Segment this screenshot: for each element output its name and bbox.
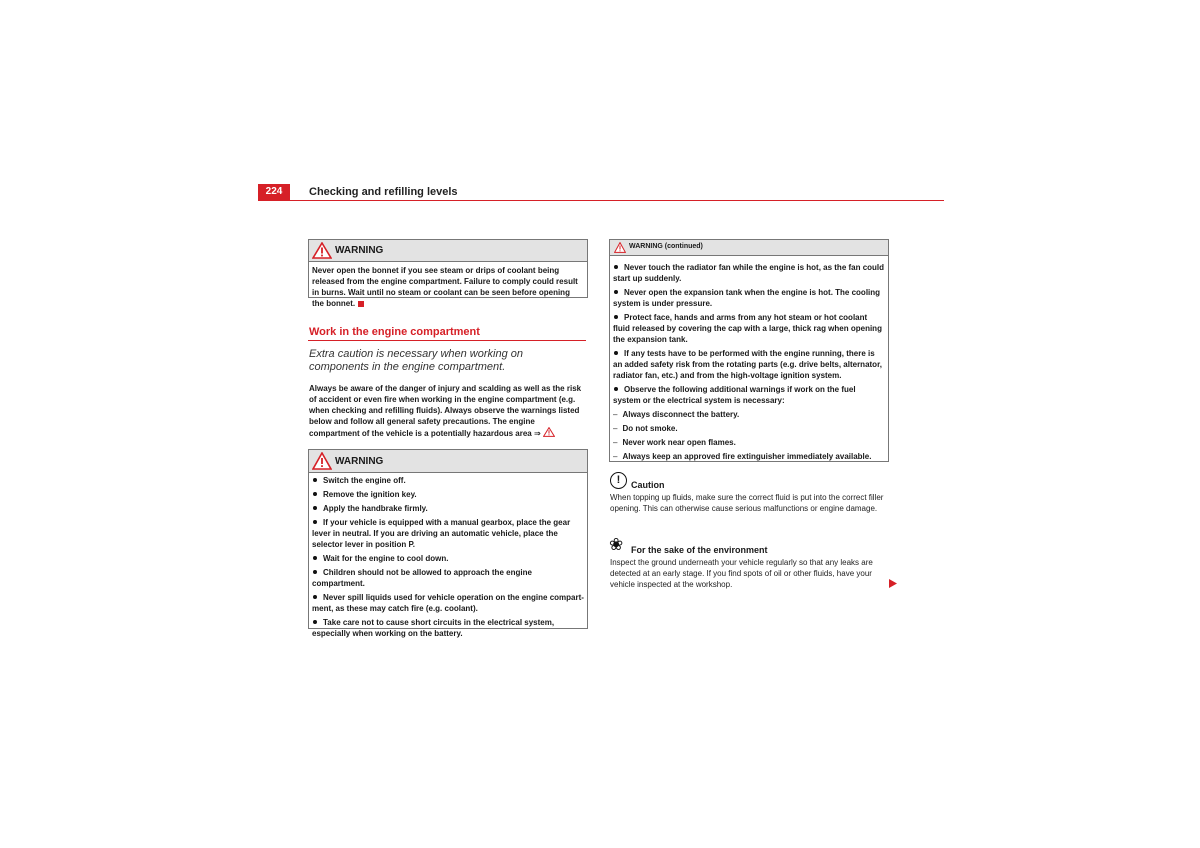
- warning-item: Never open the expansion tank when the engine is hot. The cooling system is under pressure.: [613, 288, 881, 308]
- bullet-icon: [313, 492, 317, 496]
- warning-item: Never spill liquids used for vehicle operation on the engine compartment, as these may catch fire (e.g. coolant).: [312, 593, 584, 613]
- continue-arrow-icon: [889, 579, 897, 588]
- warning-body: [610, 256, 888, 465]
- warning-item: Remove the ignition key.: [312, 489, 584, 500]
- bullet-icon: [313, 506, 317, 510]
- environment-text: Inspect the ground underneath your vehicle regularly so that any leaks are detected at an early stage. If you find spots of oil or other fluids, have your vehicle inspected at the workshop.: [610, 558, 873, 589]
- environment-flower-icon: ❀: [609, 535, 624, 554]
- warning-box-continued: [609, 239, 889, 462]
- warning-header: [309, 240, 587, 262]
- page-header: [258, 184, 944, 201]
- warning-item: If any tests have to be performed with the engine running, there is an added safety risk from the rotating parts (e.g. drive belts, alternator, radiator fan, etc.) and from the high-voltage ignition system.: [613, 349, 882, 380]
- warning-subitem: – Never work near open flames.: [613, 438, 736, 447]
- warning-box-bonnet: [308, 239, 588, 308]
- warning-text: Never open the bonnet if you see steam or drips of coolant being released from the engine compartment. Failure to comply could result in burns. Wait until no steam or coolant can be seen before opening the bonnet.: [312, 266, 578, 308]
- warning-header: [309, 450, 587, 473]
- section-intro: Extra caution is necessary when working on components in the engine compartment.: [309, 348, 523, 373]
- header-rule: [258, 200, 944, 201]
- warning-title: WARNING (continued): [629, 243, 703, 250]
- warning-triangle-icon: [614, 242, 626, 253]
- reference-arrow: ⇒: [533, 429, 541, 438]
- bullet-icon: [614, 351, 618, 355]
- warning-triangle-icon: [312, 452, 332, 470]
- warning-triangle-icon: [312, 242, 332, 259]
- warning-body: [309, 262, 587, 312]
- warning-triangle-icon: [543, 427, 555, 437]
- section-title: Work in the engine compartment: [309, 326, 480, 338]
- bullet-icon: [313, 556, 317, 560]
- bullet-icon: [614, 290, 618, 294]
- warning-item: Wait for the engine to cool down.: [312, 553, 584, 564]
- bullet-icon: [313, 570, 317, 574]
- warning-body: [309, 473, 587, 642]
- section-body-text: Always be aware of the danger of injury and scalding as well as the risk of accident or even fire when working in the engine compartment (e.g. when checking and refilling fluids). Always observe the warnings listed below and follow all general safety precautions. The engine compartment of the vehicle is a potentially hazardous area: [309, 384, 582, 438]
- page-number: 224: [258, 184, 290, 200]
- warning-item: If your vehicle is equipped with a manual gearbox, place the gear lever in neutral. If you are driving an automatic vehicle, place the selector lever in position P.: [312, 518, 571, 549]
- warning-subitem: – Always keep an approved fire extinguisher immediately available.: [613, 452, 872, 461]
- warning-title: WARNING: [335, 245, 384, 256]
- caution-icon: !: [610, 472, 627, 489]
- bullet-icon: [614, 265, 618, 269]
- warning-title: WARNING: [335, 456, 384, 467]
- warning-subitem: – Always disconnect the battery.: [613, 410, 740, 419]
- warning-item: Apply the handbrake firmly.: [312, 503, 584, 514]
- bullet-icon: [313, 620, 317, 624]
- caution-text: When topping up fluids, make sure the correct fluid is put into the correct filler opening. This can otherwise cause serious malfunctions or engine damage.: [610, 493, 884, 513]
- bullet-icon: [313, 520, 317, 524]
- warning-item: Children should not be allowed to approach the engine compartment.: [312, 568, 532, 588]
- end-marker-icon: [358, 301, 364, 307]
- warning-item: Protect face, hands and arms from any hot steam or hot coolant fluid released by covering the cap with a large, thick rag when opening the expansion tank.: [613, 313, 882, 344]
- warning-header: [610, 240, 888, 256]
- section-rule: [308, 340, 586, 341]
- bullet-icon: [614, 315, 618, 319]
- warning-box-engine: [308, 449, 588, 638]
- warning-item: Switch the engine off.: [312, 475, 584, 486]
- bullet-icon: [313, 478, 317, 482]
- bullet-icon: [614, 387, 618, 391]
- warning-item: Take care not to cause short circuits in the electrical system, especially when working on the battery.: [312, 618, 555, 638]
- warning-item: Observe the following additional warnings if work on the fuel system or the electrical system is necessary:: [613, 385, 856, 405]
- bullet-icon: [313, 595, 317, 599]
- chapter-title: Checking and refilling levels: [309, 186, 458, 198]
- section-body: [309, 383, 587, 439]
- environment-title: For the sake of the environment: [631, 545, 768, 555]
- warning-subitem: – Do not smoke.: [613, 424, 678, 433]
- caution-title: Caution: [631, 480, 665, 490]
- warning-item: Never touch the radiator fan while the engine is hot, as the fan could start up suddenly.: [613, 263, 885, 283]
